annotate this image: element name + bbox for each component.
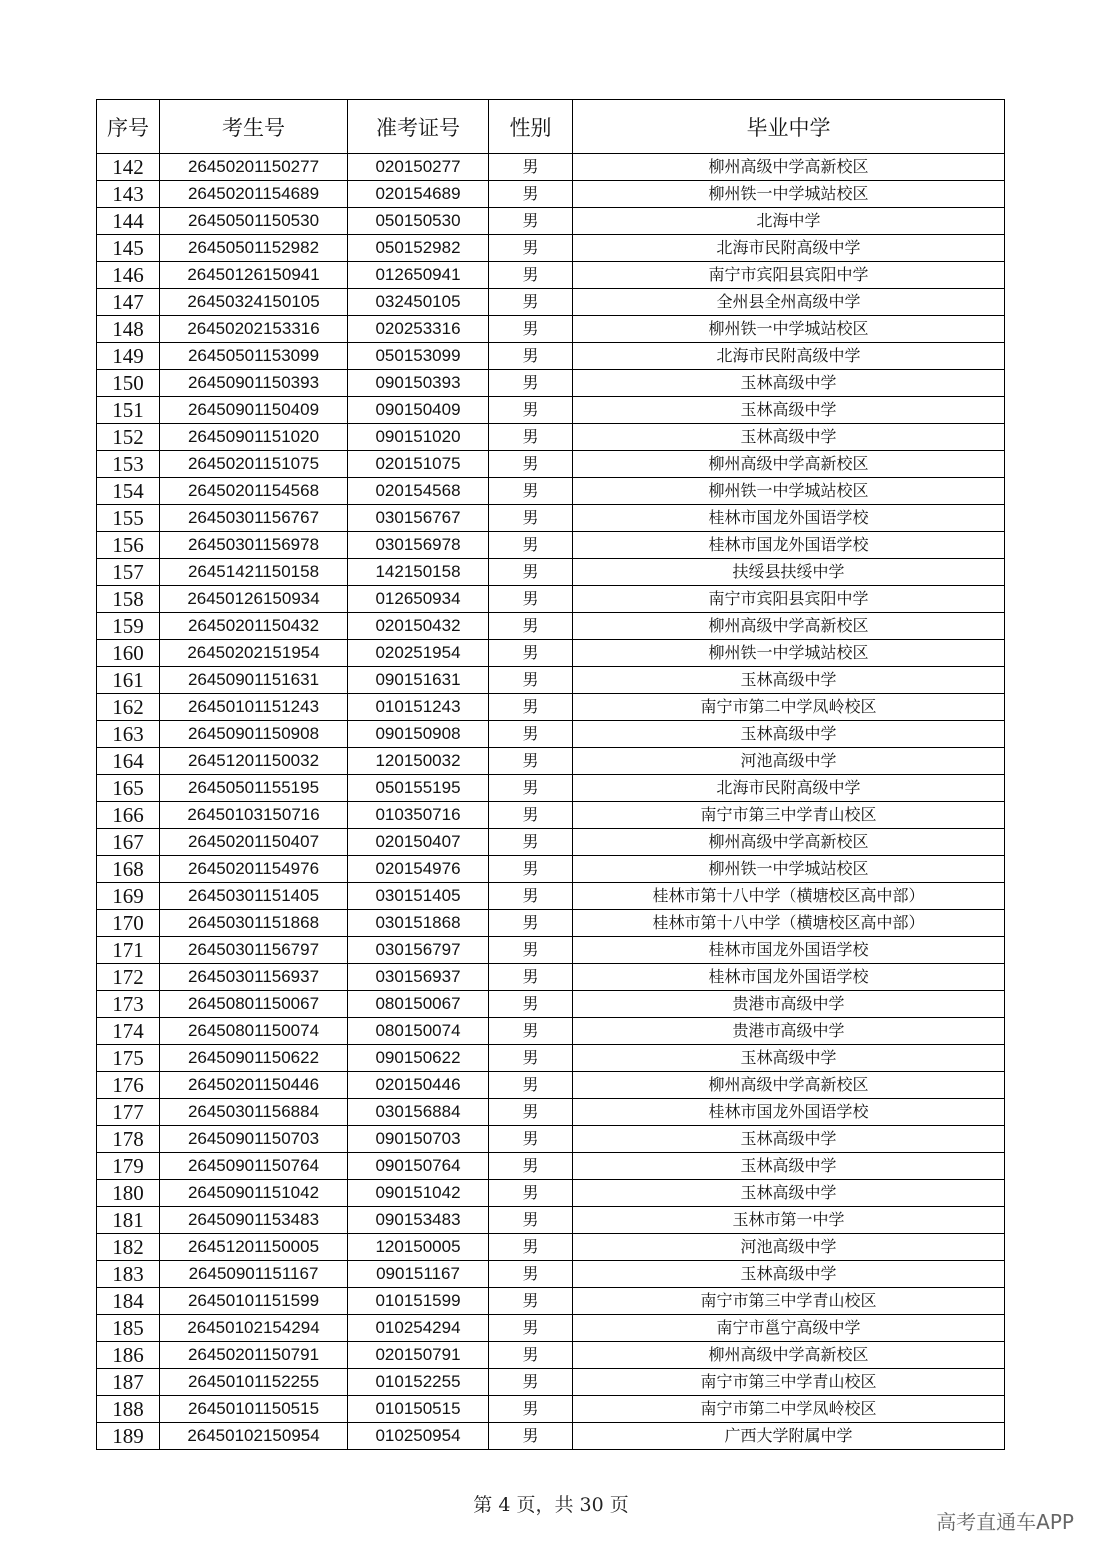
cell-school: 玉林高级中学 [573,397,1005,424]
cell-gender: 男 [489,802,573,829]
cell-gender: 男 [489,883,573,910]
cell-seq: 156 [97,532,160,559]
cell-admission-no: 010152255 [348,1369,489,1396]
cell-school: 河池高级中学 [573,748,1005,775]
cell-seq: 155 [97,505,160,532]
cell-admission-no: 030156937 [348,964,489,991]
table-row [97,208,1005,235]
table-row [97,586,1005,613]
cell-admission-no: 090151042 [348,1180,489,1207]
cell-admission-no: 050155195 [348,775,489,802]
cell-school: 全州县全州高级中学 [573,289,1005,316]
header-gender: 性别 [489,100,573,154]
table-row [97,1099,1005,1126]
cell-gender: 男 [489,721,573,748]
cell-school: 河池高级中学 [573,1234,1005,1261]
cell-seq: 181 [97,1207,160,1234]
table-row [97,802,1005,829]
cell-school: 玉林高级中学 [573,370,1005,397]
cell-admission-no: 010151243 [348,694,489,721]
cell-school: 南宁市邕宁高级中学 [573,1315,1005,1342]
cell-exam-no: 26451201150005 [160,1234,348,1261]
cell-admission-no: 090150393 [348,370,489,397]
cell-school: 柳州铁一中学城站校区 [573,856,1005,883]
cell-seq: 183 [97,1261,160,1288]
cell-school: 柳州高级中学高新校区 [573,829,1005,856]
table-header-row [97,100,1005,154]
table-row [97,370,1005,397]
cell-seq: 166 [97,802,160,829]
cell-exam-no: 26450201150791 [160,1342,348,1369]
cell-seq: 176 [97,1072,160,1099]
cell-school: 南宁市第三中学青山校区 [573,1288,1005,1315]
table-row [97,316,1005,343]
cell-exam-no: 26450201154976 [160,856,348,883]
cell-exam-no: 26450126150941 [160,262,348,289]
cell-exam-no: 26450501155195 [160,775,348,802]
cell-admission-no: 050152982 [348,235,489,262]
table-row [97,532,1005,559]
cell-admission-no: 120150005 [348,1234,489,1261]
cell-gender: 男 [489,1261,573,1288]
cell-gender: 男 [489,694,573,721]
cell-admission-no: 020253316 [348,316,489,343]
table-row [97,505,1005,532]
cell-school: 玉林高级中学 [573,721,1005,748]
cell-exam-no: 26450126150934 [160,586,348,613]
cell-school: 桂林市第十八中学（横塘校区高中部） [573,883,1005,910]
cell-school: 玉林高级中学 [573,1180,1005,1207]
cell-seq: 184 [97,1288,160,1315]
cell-school: 柳州高级中学高新校区 [573,613,1005,640]
table-row [97,1261,1005,1288]
cell-school: 贵港市高级中学 [573,991,1005,1018]
table-row [97,667,1005,694]
cell-school: 柳州铁一中学城站校区 [573,478,1005,505]
table-row [97,856,1005,883]
cell-exam-no: 26450901151042 [160,1180,348,1207]
cell-seq: 185 [97,1315,160,1342]
cell-gender: 男 [489,829,573,856]
table-row [97,1234,1005,1261]
cell-seq: 180 [97,1180,160,1207]
cell-admission-no: 090150622 [348,1045,489,1072]
cell-gender: 男 [489,289,573,316]
cell-admission-no: 010250954 [348,1423,489,1450]
cell-gender: 男 [489,964,573,991]
cell-admission-no: 032450105 [348,289,489,316]
cell-seq: 160 [97,640,160,667]
cell-admission-no: 020150791 [348,1342,489,1369]
header-exam-no: 考生号 [160,100,348,154]
cell-exam-no: 26450101151243 [160,694,348,721]
cell-seq: 152 [97,424,160,451]
cell-exam-no: 26450201150446 [160,1072,348,1099]
table-row [97,424,1005,451]
cell-exam-no: 26450301151868 [160,910,348,937]
cell-exam-no: 26450901150622 [160,1045,348,1072]
cell-admission-no: 020150407 [348,829,489,856]
cell-gender: 男 [489,775,573,802]
cell-gender: 男 [489,478,573,505]
cell-exam-no: 26450501153099 [160,343,348,370]
cell-school: 南宁市宾阳县宾阳中学 [573,586,1005,613]
cell-school: 南宁市第三中学青山校区 [573,1369,1005,1396]
cell-school: 玉林高级中学 [573,1153,1005,1180]
cell-seq: 177 [97,1099,160,1126]
cell-seq: 142 [97,154,160,181]
cell-seq: 161 [97,667,160,694]
page-number: 第 4 页，共 30 页 [473,1494,629,1516]
cell-school: 玉林高级中学 [573,1261,1005,1288]
cell-gender: 男 [489,586,573,613]
cell-seq: 157 [97,559,160,586]
cell-school: 南宁市第二中学凤岭校区 [573,1396,1005,1423]
table-row [97,1018,1005,1045]
cell-seq: 186 [97,1342,160,1369]
cell-gender: 男 [489,748,573,775]
cell-admission-no: 020251954 [348,640,489,667]
cell-exam-no: 26451421150158 [160,559,348,586]
cell-admission-no: 120150032 [348,748,489,775]
cell-admission-no: 090151631 [348,667,489,694]
cell-gender: 男 [489,1288,573,1315]
table-row [97,883,1005,910]
cell-school: 柳州高级中学高新校区 [573,1342,1005,1369]
cell-gender: 男 [489,208,573,235]
cell-admission-no: 050153099 [348,343,489,370]
cell-gender: 男 [489,640,573,667]
cell-exam-no: 26450901150703 [160,1126,348,1153]
cell-admission-no: 090150409 [348,397,489,424]
cell-exam-no: 26450901150764 [160,1153,348,1180]
cell-seq: 145 [97,235,160,262]
cell-school: 柳州铁一中学城站校区 [573,640,1005,667]
table-row [97,1396,1005,1423]
cell-gender: 男 [489,856,573,883]
cell-gender: 男 [489,1018,573,1045]
cell-seq: 153 [97,451,160,478]
cell-admission-no: 020154689 [348,181,489,208]
cell-exam-no: 26450301156884 [160,1099,348,1126]
cell-school: 柳州铁一中学城站校区 [573,181,1005,208]
cell-exam-no: 26450301156767 [160,505,348,532]
cell-gender: 男 [489,1207,573,1234]
cell-exam-no: 26450201154689 [160,181,348,208]
cell-admission-no: 010350716 [348,802,489,829]
table-row [97,235,1005,262]
table-row [97,262,1005,289]
cell-seq: 170 [97,910,160,937]
cell-seq: 175 [97,1045,160,1072]
cell-exam-no: 26450201150407 [160,829,348,856]
cell-admission-no: 030151405 [348,883,489,910]
cell-exam-no: 26450101151599 [160,1288,348,1315]
cell-gender: 男 [489,1234,573,1261]
cell-exam-no: 26450501150530 [160,208,348,235]
cell-school: 北海市民附高级中学 [573,775,1005,802]
cell-seq: 187 [97,1369,160,1396]
cell-school: 北海市民附高级中学 [573,343,1005,370]
cell-exam-no: 26450202153316 [160,316,348,343]
cell-gender: 男 [489,1099,573,1126]
table-row [97,964,1005,991]
cell-exam-no: 26450301151405 [160,883,348,910]
cell-admission-no: 050150530 [348,208,489,235]
cell-seq: 147 [97,289,160,316]
cell-seq: 154 [97,478,160,505]
cell-admission-no: 090151020 [348,424,489,451]
cell-gender: 男 [489,343,573,370]
cell-admission-no: 142150158 [348,559,489,586]
cell-gender: 男 [489,1342,573,1369]
cell-school: 扶绥县扶绥中学 [573,559,1005,586]
cell-gender: 男 [489,505,573,532]
cell-school: 柳州铁一中学城站校区 [573,316,1005,343]
cell-seq: 179 [97,1153,160,1180]
cell-exam-no: 26450201150432 [160,613,348,640]
cell-exam-no: 26450301156978 [160,532,348,559]
table-row [97,910,1005,937]
cell-seq: 169 [97,883,160,910]
cell-gender: 男 [489,397,573,424]
cell-gender: 男 [489,991,573,1018]
cell-gender: 男 [489,667,573,694]
cell-school: 玉林市第一中学 [573,1207,1005,1234]
cell-gender: 男 [489,937,573,964]
cell-gender: 男 [489,532,573,559]
cell-school: 柳州高级中学高新校区 [573,1072,1005,1099]
cell-seq: 158 [97,586,160,613]
cell-admission-no: 020150432 [348,613,489,640]
cell-seq: 164 [97,748,160,775]
cell-gender: 男 [489,154,573,181]
header-seq: 序号 [97,100,160,154]
cell-seq: 171 [97,937,160,964]
cell-exam-no: 26450901151020 [160,424,348,451]
cell-seq: 168 [97,856,160,883]
table-row [97,613,1005,640]
cell-exam-no: 26450102154294 [160,1315,348,1342]
cell-seq: 167 [97,829,160,856]
cell-exam-no: 26450301156937 [160,964,348,991]
cell-exam-no: 26451201150032 [160,748,348,775]
cell-gender: 男 [489,1153,573,1180]
cell-gender: 男 [489,559,573,586]
table-row [97,1315,1005,1342]
cell-admission-no: 010150515 [348,1396,489,1423]
cell-school: 南宁市第三中学青山校区 [573,802,1005,829]
cell-exam-no: 26450101152255 [160,1369,348,1396]
table-row [97,1423,1005,1450]
cell-seq: 159 [97,613,160,640]
cell-school: 桂林市第十八中学（横塘校区高中部） [573,910,1005,937]
cell-exam-no: 26450901150393 [160,370,348,397]
table-row [97,1045,1005,1072]
cell-admission-no: 080150074 [348,1018,489,1045]
cell-exam-no: 26450801150067 [160,991,348,1018]
cell-gender: 男 [489,1180,573,1207]
table-row [97,1072,1005,1099]
table-row [97,640,1005,667]
cell-gender: 男 [489,424,573,451]
cell-exam-no: 26450801150074 [160,1018,348,1045]
cell-school: 玉林高级中学 [573,667,1005,694]
cell-admission-no: 030156884 [348,1099,489,1126]
table-row [97,829,1005,856]
cell-exam-no: 26450501152982 [160,235,348,262]
cell-admission-no: 020154976 [348,856,489,883]
cell-seq: 174 [97,1018,160,1045]
cell-school: 广西大学附属中学 [573,1423,1005,1450]
cell-admission-no: 030151868 [348,910,489,937]
cell-school: 玉林高级中学 [573,1045,1005,1072]
cell-gender: 男 [489,1315,573,1342]
cell-gender: 男 [489,451,573,478]
cell-seq: 163 [97,721,160,748]
cell-gender: 男 [489,1045,573,1072]
cell-admission-no: 080150067 [348,991,489,1018]
cell-gender: 男 [489,1396,573,1423]
table-row [97,289,1005,316]
header-school: 毕业中学 [573,100,1005,154]
table-row [97,154,1005,181]
cell-seq: 172 [97,964,160,991]
cell-admission-no: 030156978 [348,532,489,559]
table-row [97,1288,1005,1315]
cell-seq: 148 [97,316,160,343]
cell-admission-no: 020151075 [348,451,489,478]
cell-admission-no: 020154568 [348,478,489,505]
cell-school: 贵港市高级中学 [573,1018,1005,1045]
cell-school: 柳州高级中学高新校区 [573,154,1005,181]
table-row [97,478,1005,505]
cell-admission-no: 090151167 [348,1261,489,1288]
cell-exam-no: 26450201150277 [160,154,348,181]
cell-gender: 男 [489,613,573,640]
cell-exam-no: 26450901150908 [160,721,348,748]
cell-school: 柳州高级中学高新校区 [573,451,1005,478]
table-row [97,397,1005,424]
table-row [97,748,1005,775]
cell-exam-no: 26450201151075 [160,451,348,478]
cell-exam-no: 26450101150515 [160,1396,348,1423]
cell-exam-no: 26450103150716 [160,802,348,829]
cell-exam-no: 26450901151631 [160,667,348,694]
table-row [97,451,1005,478]
cell-seq: 151 [97,397,160,424]
table-row [97,1342,1005,1369]
cell-exam-no: 26450901151167 [160,1261,348,1288]
table-row [97,937,1005,964]
cell-admission-no: 020150277 [348,154,489,181]
table-row [97,1369,1005,1396]
table-row [97,181,1005,208]
cell-seq: 182 [97,1234,160,1261]
cell-admission-no: 010254294 [348,1315,489,1342]
cell-seq: 188 [97,1396,160,1423]
cell-school: 玉林高级中学 [573,1126,1005,1153]
cell-exam-no: 26450102150954 [160,1423,348,1450]
cell-seq: 150 [97,370,160,397]
cell-admission-no: 020150446 [348,1072,489,1099]
cell-school: 南宁市宾阳县宾阳中学 [573,262,1005,289]
cell-exam-no: 26450324150105 [160,289,348,316]
cell-school: 桂林市国龙外国语学校 [573,1099,1005,1126]
header-admission-no: 准考证号 [348,100,489,154]
table-row [97,1153,1005,1180]
table-row [97,1180,1005,1207]
cell-school: 桂林市国龙外国语学校 [573,964,1005,991]
table-row [97,721,1005,748]
cell-school: 桂林市国龙外国语学校 [573,532,1005,559]
cell-seq: 173 [97,991,160,1018]
cell-exam-no: 26450901153483 [160,1207,348,1234]
cell-gender: 男 [489,181,573,208]
cell-gender: 男 [489,370,573,397]
cell-school: 北海中学 [573,208,1005,235]
cell-school: 玉林高级中学 [573,424,1005,451]
cell-school: 北海市民附高级中学 [573,235,1005,262]
cell-exam-no: 26450202151954 [160,640,348,667]
cell-seq: 146 [97,262,160,289]
cell-gender: 男 [489,1423,573,1450]
cell-school: 桂林市国龙外国语学校 [573,505,1005,532]
cell-admission-no: 012650941 [348,262,489,289]
cell-exam-no: 26450301156797 [160,937,348,964]
cell-admission-no: 090150764 [348,1153,489,1180]
cell-seq: 144 [97,208,160,235]
cell-gender: 男 [489,316,573,343]
table-row [97,1207,1005,1234]
cell-seq: 162 [97,694,160,721]
table-row [97,1126,1005,1153]
table-row [97,343,1005,370]
cell-gender: 男 [489,1072,573,1099]
cell-seq: 189 [97,1423,160,1450]
cell-admission-no: 012650934 [348,586,489,613]
table-row [97,559,1005,586]
table-row [97,991,1005,1018]
cell-seq: 149 [97,343,160,370]
cell-school: 桂林市国龙外国语学校 [573,937,1005,964]
cell-school: 南宁市第二中学凤岭校区 [573,694,1005,721]
cell-admission-no: 030156797 [348,937,489,964]
cell-seq: 178 [97,1126,160,1153]
cell-exam-no: 26450901150409 [160,397,348,424]
admission-table [96,99,1005,1450]
cell-seq: 143 [97,181,160,208]
watermark-text: 高考直通车APP [936,1510,1074,1534]
cell-gender: 男 [489,910,573,937]
cell-gender: 男 [489,1126,573,1153]
cell-seq: 165 [97,775,160,802]
cell-admission-no: 090150908 [348,721,489,748]
cell-admission-no: 090150703 [348,1126,489,1153]
cell-admission-no: 030156767 [348,505,489,532]
cell-gender: 男 [489,235,573,262]
cell-gender: 男 [489,1369,573,1396]
cell-admission-no: 090153483 [348,1207,489,1234]
cell-exam-no: 26450201154568 [160,478,348,505]
cell-gender: 男 [489,262,573,289]
table-row [97,694,1005,721]
table-row [97,775,1005,802]
cell-admission-no: 010151599 [348,1288,489,1315]
table-body [97,154,1005,1450]
